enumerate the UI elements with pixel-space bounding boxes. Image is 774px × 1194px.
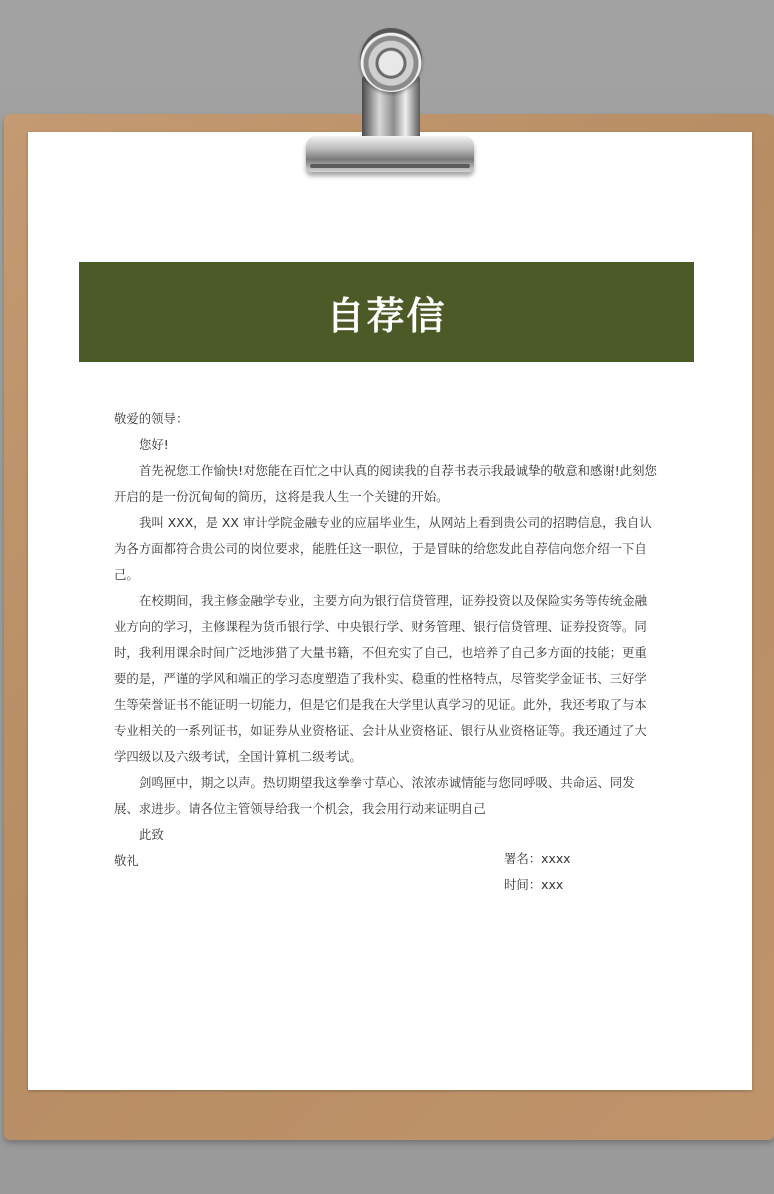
signature-date: 时间：xxx bbox=[504, 877, 564, 892]
hello-line: 您好! bbox=[139, 437, 169, 452]
page-title: 自荐信 bbox=[326, 293, 447, 338]
greeting: 敬爱的领导： bbox=[114, 411, 189, 426]
binder-clip-plate bbox=[306, 136, 474, 172]
paragraph-education: 在校期间，我主修金融学专业，主要方向为银行信贷管理，证券投资以及保险实务等传统金融业方向的学习，主修课程为货币银行学、中央银行学、财务管理、银行信贷管理、证券投资等。同时，我利用课余时间广泛地涉猎了大量书籍，不但充实了自己，也培养了自己多方面的技能；更重要的是，严谨的学风和端正的学习态度塑造了我朴实、稳重的性格特点，尽管奖学金证书、三好学生等荣誉证书不能证明一切能力，但是它们是我在大学里认真学习的见证。此外，我还考取了与本专业相关的一系列证书，如证券从业资格证、会计从业资格证、银行从业资格证等。我还通过了大学四级以及六级考试，全国计算机二级考试。 bbox=[114, 593, 648, 764]
binder-clip-ring bbox=[360, 28, 422, 92]
binder-clip-plate-edge bbox=[310, 164, 470, 168]
signature-name: 署名：xxxx bbox=[504, 851, 571, 866]
paragraph-intro: 首先祝您工作愉快!对您能在百忙之中认真的阅读我的自荐书表示我最诚挚的敬意和感谢!此刻您开启的是一份沉甸甸的简历，这将是我人生一个关键的开始。 bbox=[114, 463, 657, 504]
letter-body bbox=[114, 406, 659, 874]
title-banner bbox=[79, 262, 694, 362]
closing-line-1: 此致 bbox=[139, 827, 164, 842]
paragraph-self-intro: 我叫 XXX，是 XX 审计学院金融专业的应届毕业生，从网站上看到贵公司的招聘信息，我自认为各方面都符合贵公司的岗位要求，能胜任这一职位，于是冒昧的给您发此自荐信向您介绍一下自己。 bbox=[114, 515, 652, 582]
signature-block bbox=[504, 846, 571, 898]
paragraph-closing: 剑鸣匣中，期之以声。热切期望我这拳拳寸草心、浓浓赤诚情能与您同呼吸、共命运、同发展、求进步。请各位主管领导给我一个机会，我会用行动来证明自己 bbox=[114, 775, 635, 816]
closing-line-2: 敬礼 bbox=[114, 853, 139, 868]
binder-clip-icon bbox=[300, 28, 480, 178]
